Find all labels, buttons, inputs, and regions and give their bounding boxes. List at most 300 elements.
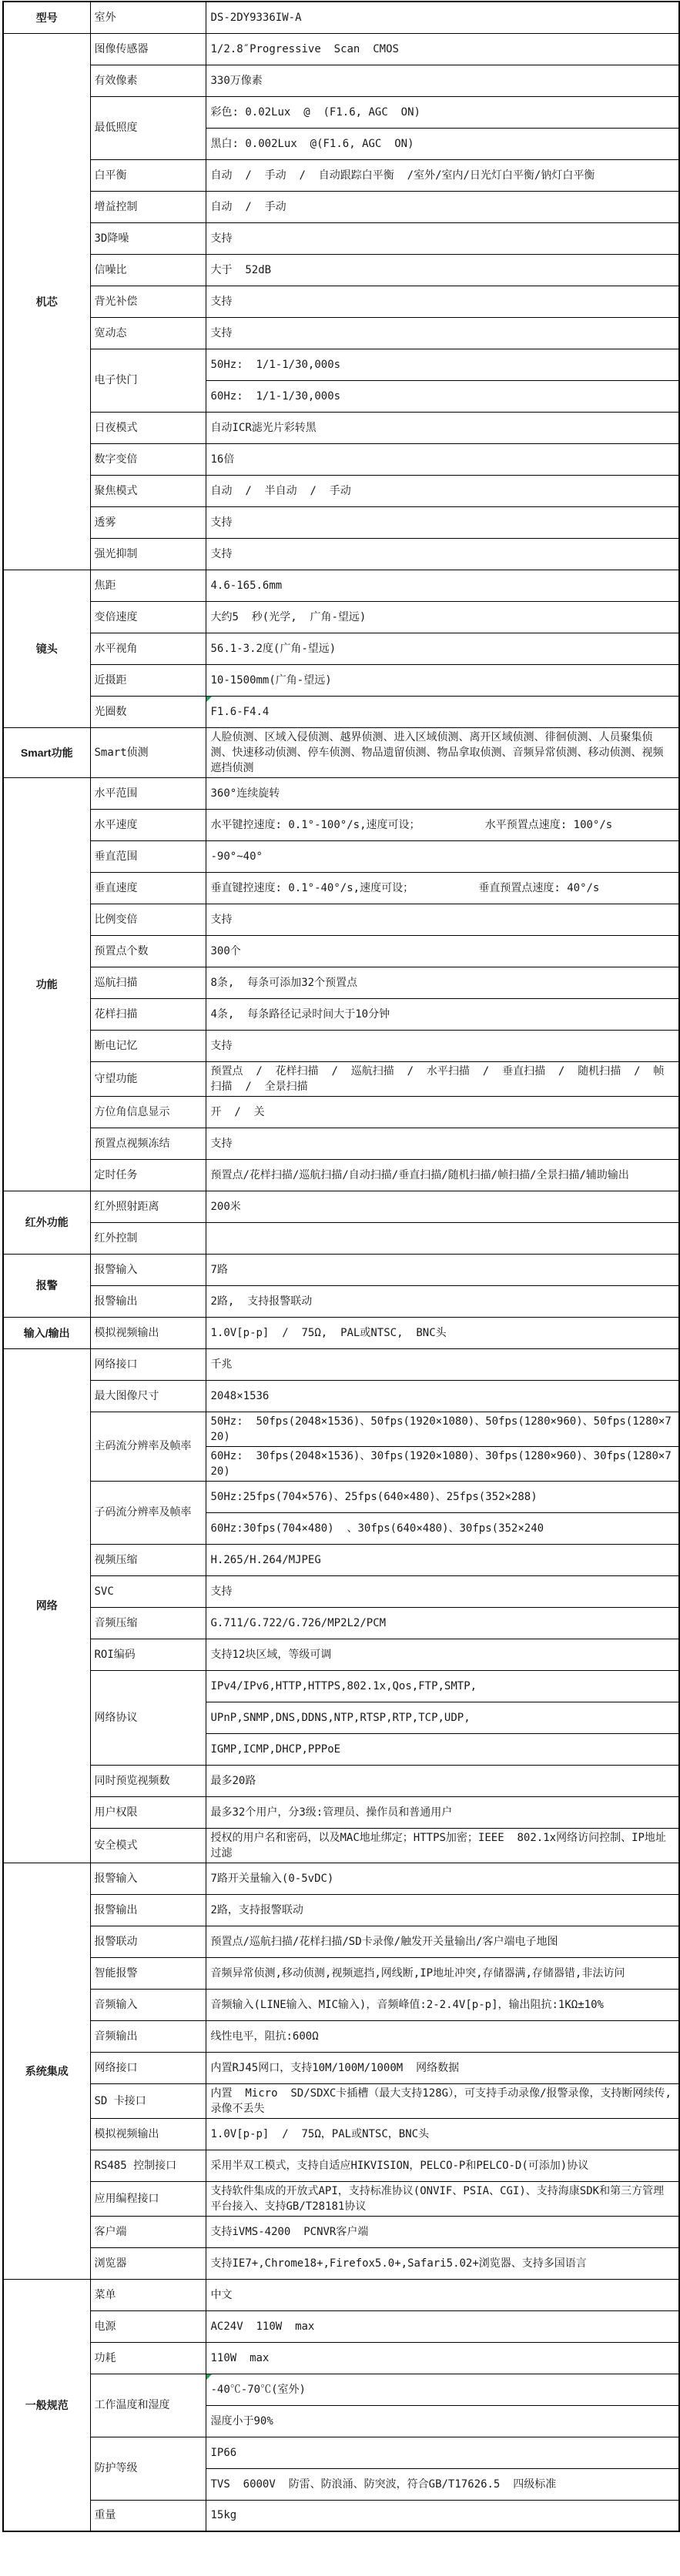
param-cell: 功耗 — [90, 2342, 206, 2374]
value-text: 支持IE7+,Chrome18+,Firefox5.0+,Safari5.02+浏览器、支持多国语言 — [210, 2257, 587, 2270]
param-cell: 防护等级 — [90, 2437, 206, 2500]
table-row — [3, 2216, 679, 2247]
value-cell — [206, 2500, 679, 2531]
table-row — [3, 1828, 679, 1863]
spec-table — [2, 1, 680, 2532]
param-cell: 最大图像尺寸 — [90, 1380, 206, 1412]
value-cell — [206, 96, 679, 128]
value-text: 授权的用户名和密码，以及MAC地址绑定；HTTPS加密；IEEE 802.1x网络访问控制、IP地址过滤 — [210, 1831, 666, 1859]
value-cell — [206, 1285, 679, 1317]
value-text: 支持 — [210, 516, 233, 529]
param-cell: 报警输入 — [90, 1254, 206, 1285]
param-cell: 光圈数 — [90, 696, 206, 727]
table-row — [3, 1670, 679, 1702]
value-text: 10-1500mm(广角-望远) — [210, 673, 332, 687]
value-cell — [206, 1191, 679, 1222]
value-text: 自动ICR滤光片彩转黑 — [210, 421, 317, 434]
table-row — [3, 998, 679, 1030]
value-cell — [206, 1030, 679, 1061]
value-cell — [206, 2279, 679, 2310]
table-row — [3, 967, 679, 998]
value-cell — [206, 33, 679, 65]
param-cell: 主码流分辨率及帧率 — [90, 1412, 206, 1481]
value-cell — [206, 696, 679, 727]
value-cell — [206, 506, 679, 538]
value-cell — [206, 2118, 679, 2150]
value-cell — [206, 998, 679, 1030]
value-cell — [206, 2468, 679, 2500]
value-text: 自动 / 半自动 / 手动 — [210, 484, 351, 497]
param-cell: 垂直速度 — [90, 872, 206, 904]
param-cell: 断电记忆 — [90, 1030, 206, 1061]
value-text: 支持 — [210, 1039, 233, 1052]
param-cell: 信噪比 — [90, 254, 206, 286]
param-cell: 用户权限 — [90, 1796, 206, 1828]
value-text: 支持iVMS-4200 PCNVR客户端 — [210, 2225, 369, 2238]
table-row — [3, 1894, 679, 1926]
value-cell — [206, 777, 679, 809]
table-row — [3, 222, 679, 254]
value-text: 330万像素 — [210, 74, 263, 87]
param-cell: 方位角信息显示 — [90, 1096, 206, 1128]
value-text: 音频异常侦测,移动侦测,视频遮挡,网线断,IP地址冲突,存储器满,存储器错,非法访问 — [210, 1966, 625, 1980]
category-cell: 机芯 — [3, 33, 90, 570]
param-cell: 变倍速度 — [90, 601, 206, 633]
value-text: 千兆 — [210, 1358, 233, 1371]
value-cell — [206, 1702, 679, 1733]
value-text: AC24V 110W max — [210, 2320, 315, 2333]
param-cell: 垂直范围 — [90, 840, 206, 872]
table-row — [3, 1061, 679, 1096]
value-cell — [206, 1957, 679, 1989]
value-text: 大约5 秒(光学, 广角-望远) — [210, 610, 367, 623]
param-cell: 红外照射距离 — [90, 1191, 206, 1222]
value-text: 最多20路 — [210, 1774, 256, 1787]
value-text: 16倍 — [210, 453, 235, 466]
value-cell — [206, 538, 679, 570]
param-cell: 数字变倍 — [90, 443, 206, 475]
value-cell — [206, 1894, 679, 1926]
value-text: 60Hz: 1/1-1/30,000s — [210, 389, 341, 403]
param-cell: 同时预览视频数 — [90, 1765, 206, 1796]
value-cell — [206, 840, 679, 872]
value-text: 4条, 每条路径记录时间大于10分钟 — [210, 1007, 390, 1021]
param-cell: SVC — [90, 1575, 206, 1607]
value-text: 4.6-165.6mm — [210, 579, 283, 592]
value-cell — [206, 1317, 679, 1348]
table-row — [3, 1191, 679, 1222]
param-cell: 音频输入 — [90, 1989, 206, 2020]
value-cell — [206, 2374, 679, 2405]
table-row — [3, 159, 679, 191]
value-text: 200米 — [210, 1200, 241, 1213]
value-text: G.711/G.722/G.726/MP2L2/PCM — [210, 1616, 387, 1629]
value-text: 110W max — [210, 2351, 270, 2364]
param-cell: 定时任务 — [90, 1159, 206, 1191]
value-text: 50Hz: 1/1-1/30,000s — [210, 358, 341, 371]
table-row — [3, 1575, 679, 1607]
table-row — [3, 727, 679, 777]
table-row — [3, 2020, 679, 2052]
param-cell: 预置点个数 — [90, 935, 206, 967]
value-text: 最多32个用户，分3级:管理员、操作员和普通用户 — [210, 1806, 453, 1819]
value-cell — [206, 1828, 679, 1863]
table-row — [3, 2342, 679, 2374]
value-text: 2路，支持报警联动 — [210, 1903, 303, 1916]
table-row — [3, 1030, 679, 1061]
param-cell: 比例变倍 — [90, 904, 206, 935]
table-row — [3, 1285, 679, 1317]
value-cell — [206, 1796, 679, 1828]
table-row — [3, 1957, 679, 1989]
table-row — [3, 506, 679, 538]
table-row — [3, 2247, 679, 2279]
param-cell: 网络接口 — [90, 2052, 206, 2083]
value-cell — [206, 254, 679, 286]
param-cell: 日夜模式 — [90, 412, 206, 443]
value-text: 黑白: 0.002Lux @(F1.6, AGC ON) — [210, 137, 414, 150]
table-row — [3, 2437, 679, 2468]
param-cell: 强光抑制 — [90, 538, 206, 570]
value-cell — [206, 1159, 679, 1191]
table-row — [3, 1639, 679, 1670]
table-row — [3, 317, 679, 349]
value-text: 水平键控速度: 0.1°-100°/s,速度可设； 水平预置点速度: 100°/s — [210, 818, 613, 831]
table-row — [3, 1481, 679, 1512]
table-row — [3, 696, 679, 727]
value-text: 音频输入(LINE输入、MIC输入)，音频峰值:2-2.4V[p-p]，输出阻抗:1KΩ±10% — [210, 1998, 604, 2011]
param-cell: 浏览器 — [90, 2247, 206, 2279]
value-text: 60Hz: 30fps(2048×1536)、30fps(1920×1080)、30fps(1280×960)、30fps(1280×720) — [210, 1449, 672, 1478]
param-cell: 报警联动 — [90, 1926, 206, 1957]
value-text: H.265/H.264/MJPEG — [210, 1553, 321, 1566]
value-cell — [206, 2216, 679, 2247]
value-cell — [206, 443, 679, 475]
spec-table-body — [3, 2, 679, 2531]
value-cell — [206, 935, 679, 967]
value-text: -90°~40° — [210, 850, 263, 863]
value-text: IP66 — [210, 2446, 237, 2459]
param-cell: 有效像素 — [90, 65, 206, 96]
table-row — [3, 2181, 679, 2216]
param-cell: 最低照度 — [90, 96, 206, 159]
value-cell — [206, 1128, 679, 1159]
param-cell: 透雾 — [90, 506, 206, 538]
param-cell: 音频压缩 — [90, 1607, 206, 1639]
param-cell: 网络协议 — [90, 1670, 206, 1765]
table-row — [3, 254, 679, 286]
value-cell — [206, 904, 679, 935]
table-row — [3, 1607, 679, 1639]
value-cell — [206, 1254, 679, 1285]
table-row — [3, 2083, 679, 2118]
value-text: 1.0V[p-p] / 75Ω，PAL或NTSC，BNC头 — [210, 2127, 430, 2140]
value-cell — [206, 1481, 679, 1512]
value-text: DS-2DY9336IW-A — [210, 11, 302, 24]
value-cell — [206, 191, 679, 222]
category-cell: 镜头 — [3, 570, 90, 727]
value-cell — [206, 128, 679, 159]
value-cell — [206, 2310, 679, 2342]
param-cell: 模拟视频输出 — [90, 2118, 206, 2150]
value-cell — [206, 1926, 679, 1957]
param-cell: 重量 — [90, 2500, 206, 2531]
value-text: 自动 / 手动 — [210, 200, 286, 213]
param-cell: ROI编码 — [90, 1639, 206, 1670]
value-text: 1.0V[p-p] / 75Ω, PAL或NTSC, BNC头 — [210, 1326, 447, 1339]
param-cell: 预置点视频冻结 — [90, 1128, 206, 1159]
table-row — [3, 286, 679, 317]
param-cell: 增益控制 — [90, 191, 206, 222]
value-text: 1/2.8″Progressive Scan CMOS — [210, 42, 399, 55]
value-text: 7路开关量输入(0-5vDC) — [210, 1872, 334, 1885]
param-cell: RS485 控制接口 — [90, 2150, 206, 2181]
value-text: 300个 — [210, 944, 241, 957]
category-cell: 型号 — [3, 2, 90, 33]
value-text: 大于 52dB — [210, 263, 272, 276]
value-text: 支持软件集成的开放式API，支持标准协议(ONVIF、PSIA、CGI)、支持海康SDK和第三方管理平台接入、支持GB/T28181协议 — [210, 2184, 665, 2213]
value-text: 50Hz: 50fps(2048×1536)、50fps(1920×1080)、50fps(1280×960)、50fps(1280×720) — [210, 1415, 672, 1443]
param-cell: 花样扫描 — [90, 998, 206, 1030]
value-cell — [206, 159, 679, 191]
category-cell: 功能 — [3, 777, 90, 1191]
value-text: 自动 / 手动 / 自动跟踪白平衡 /室外/室内/日光灯白平衡/钠灯白平衡 — [210, 169, 595, 182]
table-row — [3, 809, 679, 840]
value-cell — [206, 222, 679, 254]
param-cell: 子码流分辨率及帧率 — [90, 1481, 206, 1544]
category-cell: 网络 — [3, 1348, 90, 1863]
value-cell — [206, 1446, 679, 1481]
value-cell — [206, 2020, 679, 2052]
value-text: 7路 — [210, 1263, 228, 1276]
value-cell — [206, 664, 679, 696]
param-cell: 红外控制 — [90, 1222, 206, 1254]
param-cell: 背光补偿 — [90, 286, 206, 317]
value-cell — [206, 633, 679, 664]
value-text: 56.1-3.2度(广角-望远) — [210, 642, 337, 655]
table-row — [3, 935, 679, 967]
value-cell — [206, 1096, 679, 1128]
value-text: -40℃-70℃(室外) — [210, 2383, 306, 2396]
value-text: 60Hz:30fps(704×480) 、30fps(640×480)、30fps(352×240 — [210, 1522, 544, 1535]
value-cell — [206, 1575, 679, 1607]
value-cell — [206, 1412, 679, 1446]
param-cell: 水平范围 — [90, 777, 206, 809]
value-text: IGMP,ICMP,DHCP,PPPoE — [210, 1742, 341, 1756]
value-cell — [206, 286, 679, 317]
table-row — [3, 443, 679, 475]
table-row — [3, 475, 679, 506]
value-cell — [206, 2, 679, 33]
param-cell: 菜单 — [90, 2279, 206, 2310]
value-text: 2路, 支持报警联动 — [210, 1295, 313, 1308]
param-cell: 巡航扫描 — [90, 967, 206, 998]
table-row — [3, 1348, 679, 1380]
param-cell: SD 卡接口 — [90, 2083, 206, 2118]
value-text: 360°连续旋转 — [210, 787, 280, 800]
value-cell — [206, 317, 679, 349]
table-row — [3, 664, 679, 696]
param-cell: 水平视角 — [90, 633, 206, 664]
table-row — [3, 349, 679, 380]
param-cell: 网络接口 — [90, 1348, 206, 1380]
param-cell: 模拟视频输出 — [90, 1317, 206, 1348]
value-cell — [206, 601, 679, 633]
table-row — [3, 872, 679, 904]
table-row — [3, 1096, 679, 1128]
param-cell: 室外 — [90, 2, 206, 33]
value-text: 预置点/花样扫描/巡航扫描/自动扫描/垂直扫描/随机扫描/帧扫描/全景扫描/辅助输出 — [210, 1168, 629, 1181]
table-row — [3, 96, 679, 128]
value-cell — [206, 1222, 679, 1254]
value-text: 线性电平，阻抗:600Ω — [210, 2030, 319, 2043]
value-cell — [206, 570, 679, 601]
table-row — [3, 1128, 679, 1159]
table-row — [3, 1765, 679, 1796]
value-cell — [206, 349, 679, 380]
value-cell — [206, 1639, 679, 1670]
table-row — [3, 1222, 679, 1254]
value-cell — [206, 2437, 679, 2468]
table-row — [3, 65, 679, 96]
table-row — [3, 2052, 679, 2083]
table-row — [3, 2374, 679, 2405]
value-text: 支持 — [210, 1137, 233, 1150]
value-cell — [206, 1863, 679, 1894]
category-cell: 系统集成 — [3, 1863, 90, 2279]
value-text: 湿度小于90% — [210, 2414, 273, 2427]
value-text: 内置 Micro SD/SDXC卡插槽（最大支持128G），可支持手动录像/报警录像，支持断网续传,录像不丢失 — [210, 2087, 672, 2115]
value-text: 15kg — [210, 2509, 237, 2522]
value-cell — [206, 2342, 679, 2374]
category-cell: 一般规范 — [3, 2279, 90, 2531]
table-row — [3, 570, 679, 601]
category-cell: 红外功能 — [3, 1191, 90, 1254]
table-row — [3, 1863, 679, 1894]
value-cell — [206, 2405, 679, 2437]
table-row — [3, 2500, 679, 2531]
value-cell — [206, 872, 679, 904]
param-cell: 智能报警 — [90, 1957, 206, 1989]
table-row — [3, 1412, 679, 1446]
param-cell: 工作温度和湿度 — [90, 2374, 206, 2437]
category-cell: 输入/输出 — [3, 1317, 90, 1348]
category-cell: Smart功能 — [3, 727, 90, 777]
param-cell: Smart侦测 — [90, 727, 206, 777]
value-text: 支持 — [210, 547, 233, 560]
param-cell: 报警输出 — [90, 1285, 206, 1317]
value-cell — [206, 1512, 679, 1544]
table-row — [3, 1544, 679, 1575]
table-row — [3, 538, 679, 570]
value-text: 支持 — [210, 295, 233, 308]
param-cell: 电源 — [90, 2310, 206, 2342]
value-text: UPnP,SNMP,DNS,DDNS,NTP,RTSP,RTP,TCP,UDP, — [210, 1711, 471, 1724]
value-text: 垂直键控速度: 0.1°-40°/s,速度可设； 垂直预置点速度: 40°/s — [210, 881, 600, 894]
table-row — [3, 191, 679, 222]
value-cell — [206, 1765, 679, 1796]
param-cell: 宽动态 — [90, 317, 206, 349]
value-cell — [206, 2052, 679, 2083]
table-row — [3, 2118, 679, 2150]
table-row — [3, 1989, 679, 2020]
param-cell: 聚焦模式 — [90, 475, 206, 506]
table-row — [3, 2150, 679, 2181]
param-cell: 音频输出 — [90, 2020, 206, 2052]
param-cell: 白平衡 — [90, 159, 206, 191]
param-cell: 3D降噪 — [90, 222, 206, 254]
value-text: IPv4/IPv6,HTTP,HTTPS,802.1x,Qos,FTP,SMTP, — [210, 1679, 477, 1692]
value-cell — [206, 65, 679, 96]
table-row — [3, 2, 679, 33]
value-text: 支持12块区域，等级可调 — [210, 1648, 332, 1661]
value-cell — [206, 967, 679, 998]
table-row — [3, 1254, 679, 1285]
value-text: 8条, 每条可添加32个预置点 — [210, 976, 358, 989]
value-cell — [206, 1380, 679, 1412]
cell-comment-marker-icon — [206, 697, 212, 702]
param-cell: 报警输出 — [90, 1894, 206, 1926]
table-row — [3, 412, 679, 443]
table-row — [3, 840, 679, 872]
value-text: 支持 — [210, 1585, 233, 1598]
table-row — [3, 2310, 679, 2342]
value-text: 支持 — [210, 913, 233, 926]
table-row — [3, 1796, 679, 1828]
category-cell: 报警 — [3, 1254, 90, 1317]
param-cell: 应用编程接口 — [90, 2181, 206, 2216]
value-text: 采用半双工模式，支持自适应HIKVISION，PELCO-P和PELCO-D(可添加)协议 — [210, 2159, 589, 2172]
value-cell — [206, 2181, 679, 2216]
value-cell — [206, 2150, 679, 2181]
value-cell — [206, 1733, 679, 1765]
value-cell — [206, 1607, 679, 1639]
value-text: 预置点/巡航扫描/花样扫描/SD卡录像/触发开关量输出/客户端电子地图 — [210, 1935, 558, 1948]
table-row — [3, 1380, 679, 1412]
param-cell: 客户端 — [90, 2216, 206, 2247]
value-cell — [206, 1670, 679, 1702]
param-cell: 视频压缩 — [90, 1544, 206, 1575]
cell-comment-marker-icon — [206, 2374, 212, 2380]
table-row — [3, 777, 679, 809]
value-cell — [206, 1989, 679, 2020]
value-cell — [206, 809, 679, 840]
value-cell — [206, 727, 679, 777]
value-text: 支持 — [210, 326, 233, 339]
value-text: 内置RJ45网口，支持10M/100M/1000M 网络数据 — [210, 2061, 460, 2074]
value-text: 预置点 / 花样扫描 / 巡航扫描 / 水平扫描 / 垂直扫描 / 随机扫描 / 帧扫描 / 全景扫描 — [210, 1064, 665, 1093]
table-row — [3, 904, 679, 935]
table-row — [3, 2279, 679, 2310]
value-cell — [206, 1544, 679, 1575]
param-cell: 图像传感器 — [90, 33, 206, 65]
param-cell: 安全模式 — [90, 1828, 206, 1863]
param-cell: 守望功能 — [90, 1061, 206, 1096]
value-text: 人脸侦测、区域入侵侦测、越界侦测、进入区域侦测、离开区域侦测、徘徊侦测、人员聚集侦测、快速移动侦测、停车侦测、物品遗留侦测、物品拿取侦测、音频异常侦测、移动侦测、视频遮挡侦测 — [210, 730, 664, 774]
value-cell — [206, 1061, 679, 1096]
table-row — [3, 1317, 679, 1348]
value-text: 中文 — [210, 2288, 233, 2301]
table-row — [3, 33, 679, 65]
value-text: 2048×1536 — [210, 1389, 270, 1402]
param-cell: 近摄距 — [90, 664, 206, 696]
param-cell: 水平速度 — [90, 809, 206, 840]
value-cell — [206, 2083, 679, 2118]
value-text: TVS 6000V 防雷、防浪涌、防突波，符合GB/T17626.5 四级标准 — [210, 2477, 557, 2491]
param-cell: 报警输入 — [90, 1863, 206, 1894]
value-text: 支持 — [210, 232, 233, 245]
value-cell — [206, 2247, 679, 2279]
